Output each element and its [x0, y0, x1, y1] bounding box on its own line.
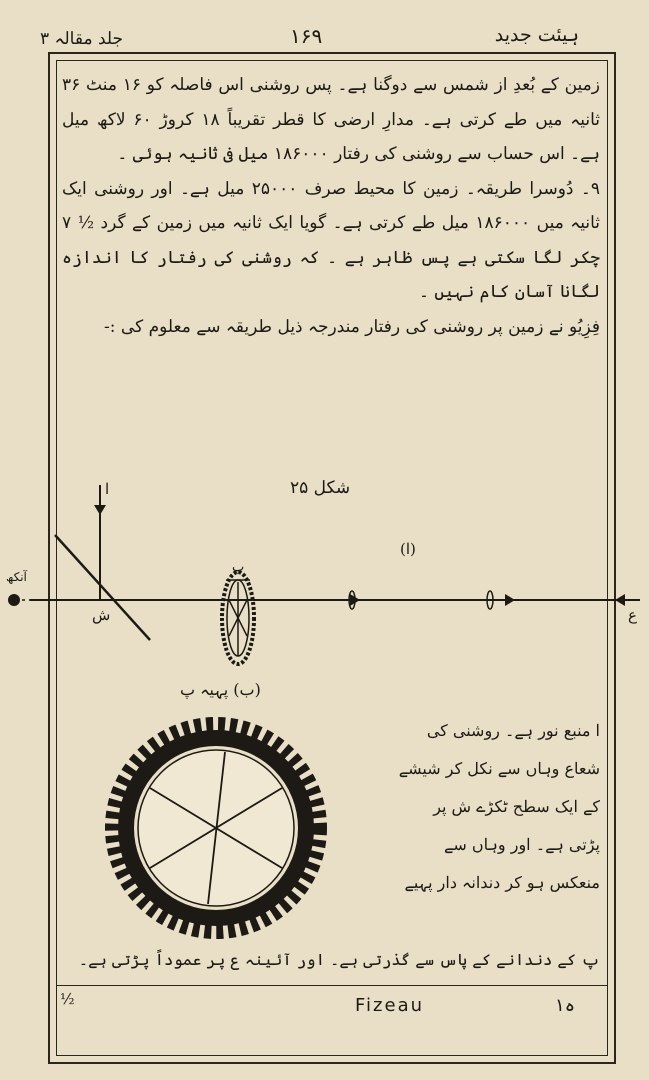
label-a: (ا)	[400, 540, 416, 558]
eye-icon	[8, 594, 20, 606]
arrow-right	[505, 594, 515, 606]
volume-label: جلد مقالہ ۳	[40, 29, 124, 49]
label-eye: آنکھ	[6, 570, 27, 584]
paragraph-3: فِزِیُو نے زمین پر روشنی کی رفتار مندرجہ ذیل طریقہ سے معلوم کی :-	[104, 316, 600, 337]
page-number: ۱۶۹	[290, 24, 323, 48]
large-toothed-wheel	[112, 724, 320, 932]
book-title: ہیئت جدید	[494, 24, 579, 46]
arrow-left	[615, 594, 625, 606]
footnote-fraction: ½	[60, 990, 75, 1008]
label-small-wheel: پ	[232, 560, 245, 575]
side-line: پڑتی ہے۔ اور وہاں سے	[444, 835, 600, 854]
footnote-name: Fizeau	[355, 995, 425, 1016]
glass-plate	[55, 535, 150, 640]
paragraph-2: ۹۔ دُوسرا طریقہ۔ زمین کا محیط صرف ۲۵۰۰۰ میل ہے۔ اور روشنی ایک ثانیہ میں ۱۸۶۰۰۰ میل طے کرتی ہے۔ گویا ایک ثانیہ میں زمین کے گرد ½ ۷ چکر لگا سکتی ہے پس ظاہر ہے ۔ کہ روشنی کی رفتار کا اندازہ لگانا آسان کام نہیں ۔	[62, 178, 601, 302]
side-line: منعکس ہو کر دندانہ دار پہیے	[404, 873, 600, 892]
side-line: شعاع وہاں سے نکل کر شیشے	[398, 759, 600, 778]
footnote-divider	[57, 985, 607, 986]
body-text	[62, 68, 600, 344]
label-top: ا	[105, 480, 110, 498]
side-text	[380, 712, 600, 902]
arrow-down	[94, 505, 106, 515]
label-mirror: ش	[92, 606, 111, 624]
side-line: کے ایک سطح ٹکڑے ش پر	[433, 797, 600, 816]
closing-line: پ کے دندانے کے پاس سے گذرتی ہے۔ اور آئینہ ع پر عموداً پڑتی ہے۔	[78, 950, 600, 969]
footnote-mark: ۱ہ	[555, 995, 576, 1016]
label-right: ع	[628, 606, 637, 624]
wheel-caption: (ب) پہیہ پ	[180, 680, 261, 699]
paragraph-1: زمین کے بُعدِ از شمس سے دوگنا ہے۔ پس روشنی اس فاصلہ کو ۱۶ منٹ ۳۶ ثانیہ میں طے کرتی ہے۔ مدارِ ارضی کا قطر تقریباً ۱۸ کروڑ ۶۰ لاکھ میل ہے۔ اس حساب سے روشنی کی رفتار ۱۸۶۰۰۰ میل فی ثانیہ ہوئی ۔	[62, 75, 601, 164]
figure-caption: شکل ۲۵	[290, 478, 351, 498]
side-line: ا منبع نور ہے۔ روشنی کی	[426, 721, 600, 740]
